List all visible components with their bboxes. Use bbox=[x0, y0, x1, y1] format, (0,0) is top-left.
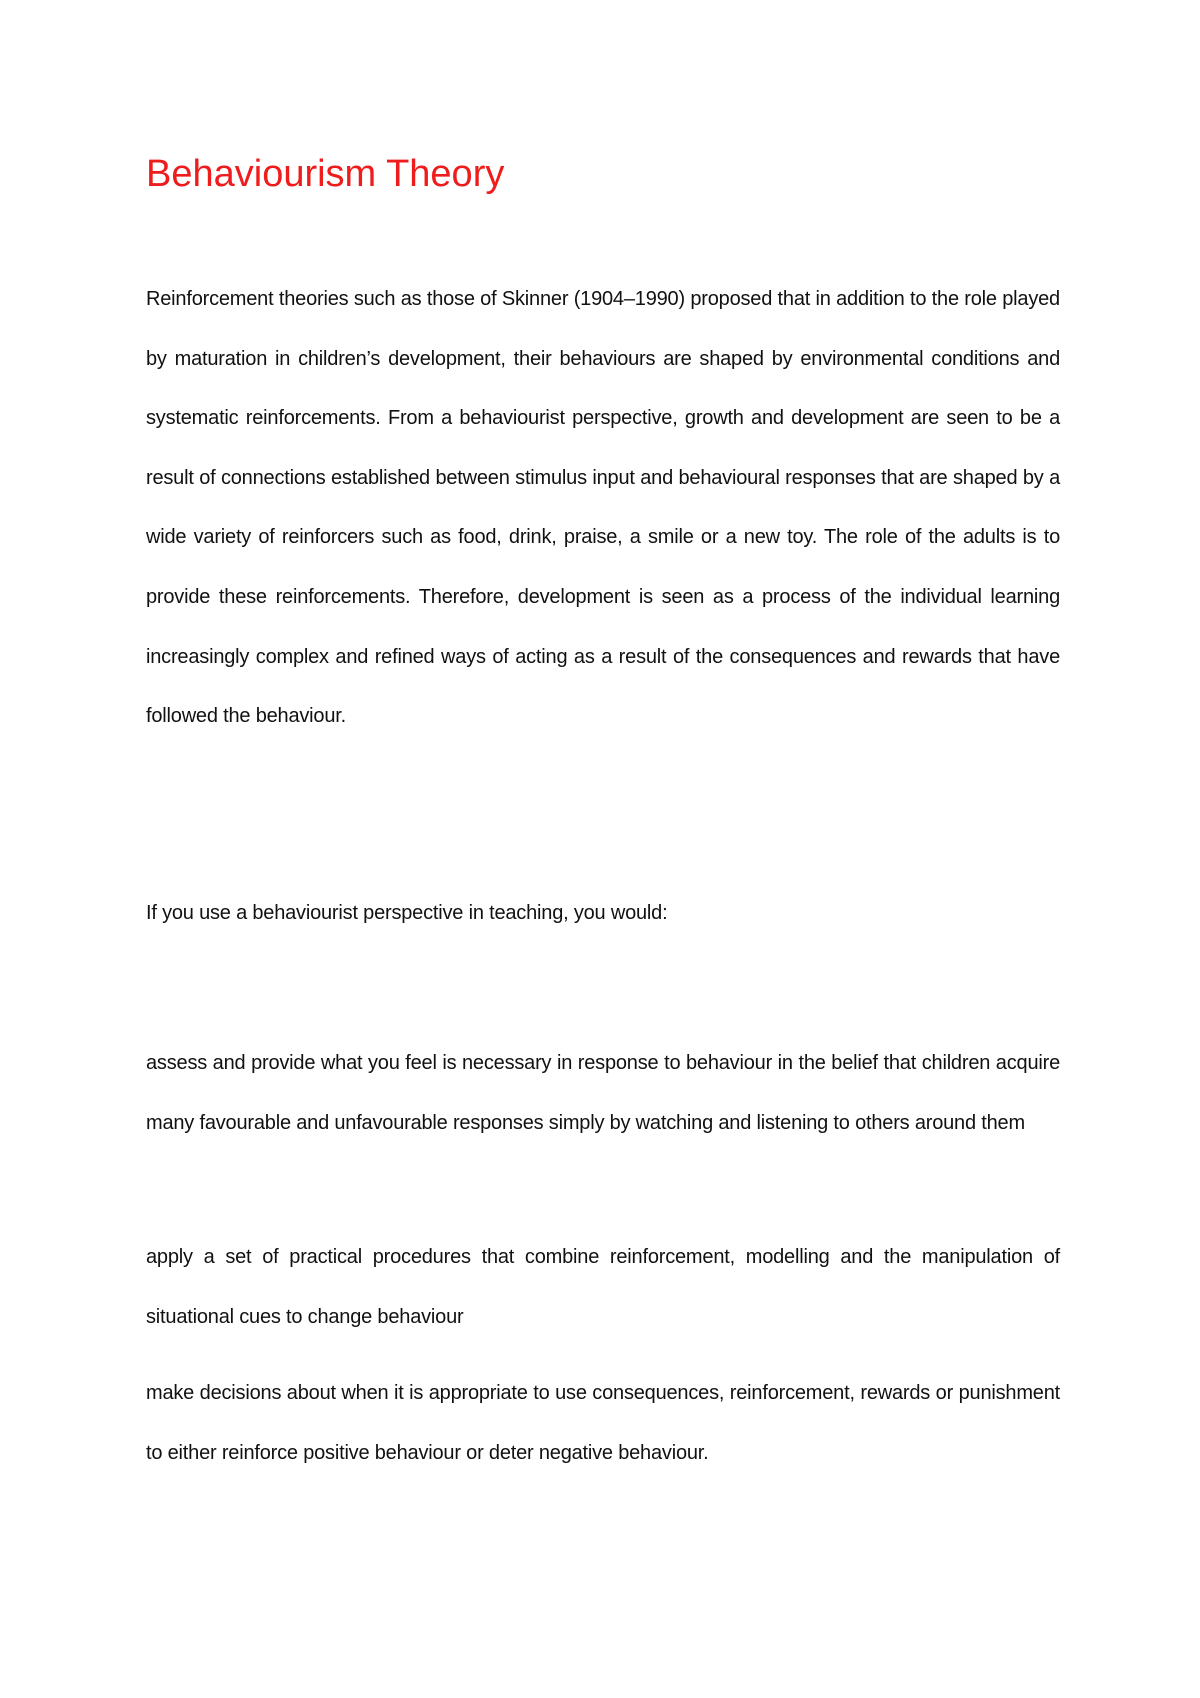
document-title: Behaviourism Theory bbox=[146, 153, 505, 195]
point-paragraph-3: make decisions about when it is appropriate to use consequences, reinforcement, rewards or punishment to either reinforce positive behaviour or deter negative behaviour. bbox=[146, 1382, 1060, 1464]
point-paragraph-1: assess and provide what you feel is necessary in response to behaviour in the belief that children acquire many favourable and unfavourable responses simply by watching and listening to others around them bbox=[146, 1052, 1060, 1134]
point-paragraph-2: apply a set of practical procedures that combine reinforcement, modelling and the manipulation of situational cues to change behaviour bbox=[146, 1246, 1060, 1328]
intro-paragraph: If you use a behaviourist perspective in teaching, you would: bbox=[146, 902, 668, 924]
main-paragraph: Reinforcement theories such as those of Skinner (1904–1990) proposed that in addition to the role played by maturation in children’s development, their behaviours are shaped by environmental conditions and systematic reinforcements. From a behaviourist perspective, growth and development are seen to be a result of connections established between stimulus input and behavioural responses that are shaped by a wide variety of reinforcers such as food, drink, praise, a smile or a new toy. The role of the adults is to provide these reinforcements. Therefore, development is seen as a process of the individual learning increasingly complex and refined ways of acting as a result of the consequences and rewards that have followed the behaviour. bbox=[146, 288, 1060, 728]
